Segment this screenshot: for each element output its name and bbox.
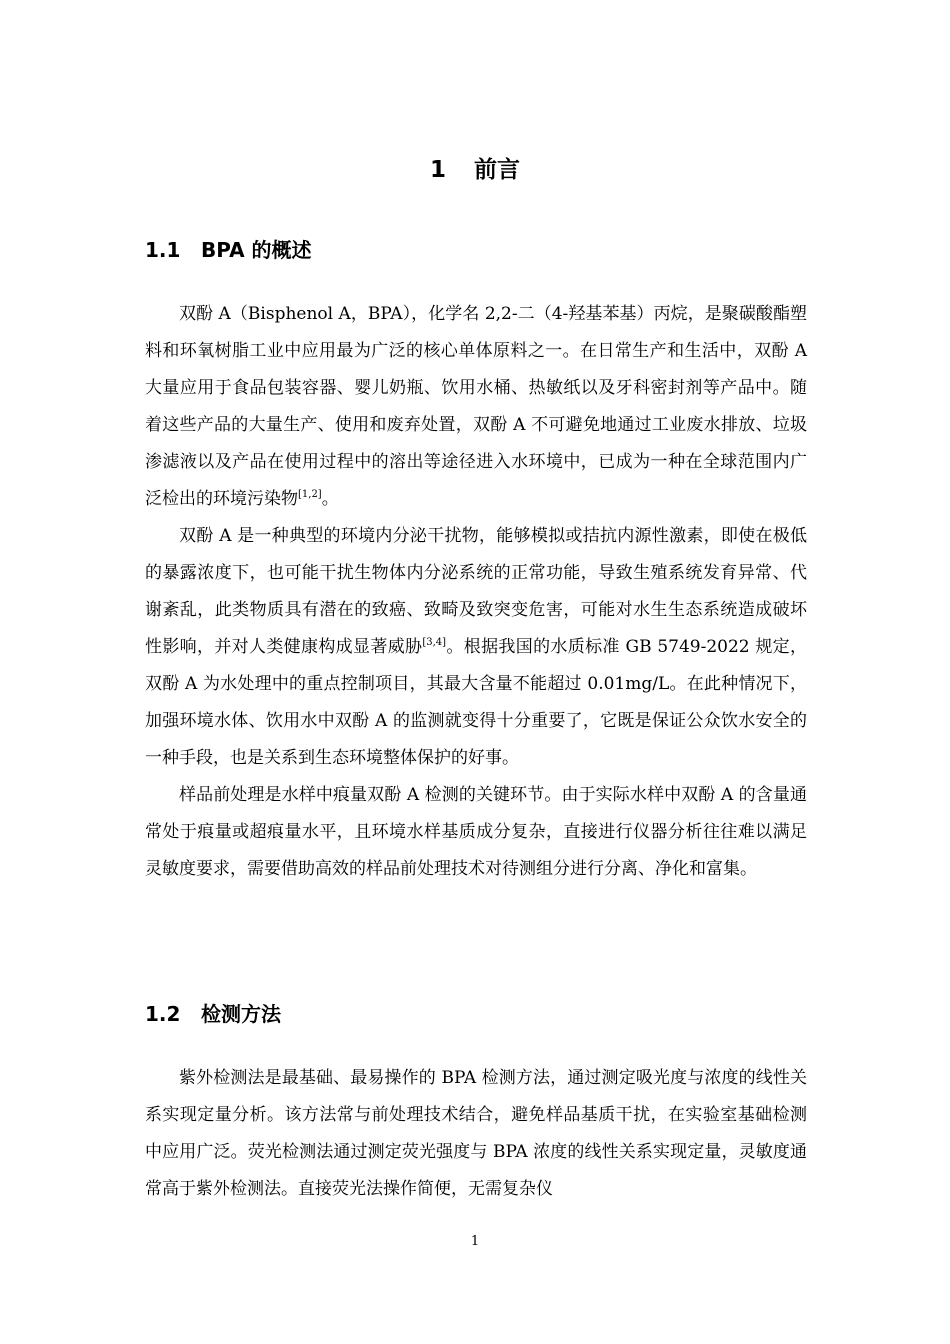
paragraph-text-tail: 。根据我国的水质标准 GB 5749-2022 规定，双酚 A 为水处理中的重点控制项目，其最大含量不能超过 0.01mg/L。在此种情况下，加强环境水体、饮用水中双酚 A 的监测就变得十分重要了，它既是保证公众饮水安全的一种手段，也是关系到生态环境整体保护的好事。 — [145, 637, 807, 768]
section-body-1-2 — [145, 1060, 807, 1208]
chapter-title — [0, 150, 950, 190]
page-number: 1 — [470, 1234, 480, 1249]
section-title: 检测方法 — [201, 1002, 281, 1026]
section-title: BPA 的概述 — [201, 238, 312, 262]
paragraph-text: 双酚 A（Bisphenol A，BPA），化学名 2,2-二（4-羟基苯基）丙烷，是聚碳酸酯塑料和环氧树脂工业中应用最为广泛的核心单体原料之一。在日常生产和生活中，双酚 A 大量应用于食品包装容器、婴儿奶瓶、饮用水桶、热敏纸以及牙科密封剂等产品中。随着这些产品的大量生产、使用和废弃处置，双酚 A 不可避免地通过工业废水排放、垃圾渗滤液以及产品在使用过程中的溶出等途径进入水环境中，已成为一种在全球范围内广泛检出的环境污染物 — [145, 304, 807, 509]
chapter-title-text: 前言 — [474, 157, 520, 183]
chapter-number: 1 — [429, 157, 446, 183]
paragraph-text: 紫外检测法是最基础、最易操作的 BPA 检测方法，通过测定吸光度与浓度的线性关系实现定量分析。该方法常与前处理技术结合，避免样品基质干扰，在实验室基础检测中应用广泛。荧光检测法通过测定荧光强度与 BPA 浓度的线性关系实现定量，灵敏度通常高于紫外检测法。直接荧光法操作简便，无需复杂仪 — [145, 1068, 807, 1199]
section-number: 1.1 — [145, 238, 181, 262]
citation: [3,4] — [422, 637, 447, 648]
section-heading-1-1 — [145, 235, 312, 265]
section-heading-1-2 — [145, 999, 281, 1029]
section-body-1-1 — [145, 296, 807, 888]
paragraph-text: 双酚 A 是一种典型的环境内分泌干扰物，能够模拟或拮抗内源性激素，即使在极低的暴露浓度下，也可能干扰生物体内分泌系统的正常功能，导致生殖系统发育异常、代谢紊乱，此类物质具有潜在的致癌、致畸及致突变危害，可能对水生生态系统造成破坏性影响，并对人类健康构成显著威胁 — [145, 526, 807, 657]
paragraph-text: 样品前处理是水样中痕量双酚 A 检测的关键环节。由于实际水样中双酚 A 的含量通常处于痕量或超痕量水平，且环境水样基质成分复杂，直接进行仪器分析往往难以满足灵敏度要求，需要借助高效的样品前处理技术对待测组分进行分离、净化和富集。 — [145, 785, 807, 879]
paragraph-text-tail: 。 — [321, 489, 339, 509]
citation: [1,2] — [298, 489, 322, 500]
paragraph — [145, 518, 807, 777]
paragraph — [145, 777, 807, 888]
section-number: 1.2 — [145, 1002, 181, 1026]
paragraph — [145, 1060, 807, 1208]
paragraph — [145, 296, 807, 518]
